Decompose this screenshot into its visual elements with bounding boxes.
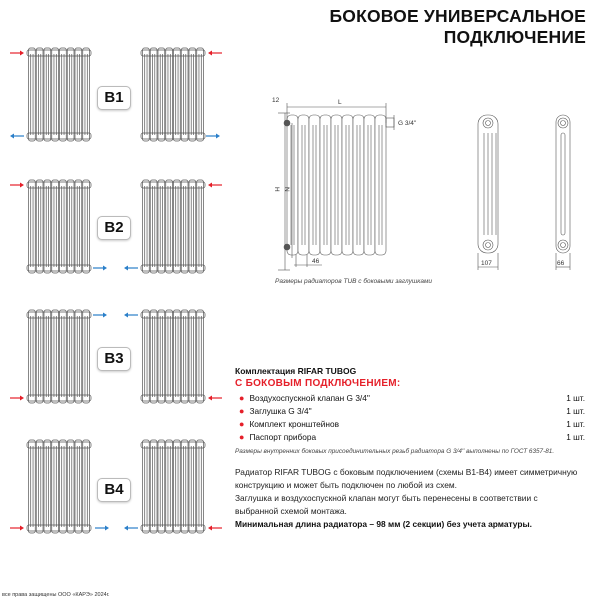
scheme-label-b1: B1	[97, 86, 131, 110]
dim-66: 66	[557, 260, 565, 267]
radiator-icon	[141, 180, 205, 273]
bullet-icon: ●	[239, 418, 245, 429]
bullet-icon: ●	[239, 406, 245, 417]
drawing-caption: Размеры радиаторов TUB с боковыми заглушками	[275, 278, 433, 285]
kit-note: Размеры внутренних боковых присоединительных резьб радиатора G 3/4'' выполнены по ГОСТ 6357-81.	[235, 448, 555, 456]
dim-12: 12	[272, 97, 280, 104]
supply-arrow-icon	[208, 51, 222, 56]
bullet-icon: ●	[239, 393, 245, 404]
radiator-icon	[27, 440, 91, 533]
dim-46: 46	[312, 258, 320, 265]
kit-list	[235, 392, 585, 443]
supply-arrow-icon	[10, 51, 24, 56]
kit-item: ● Воздухоспускной клапан G 3/4'' 1 шт.	[239, 393, 585, 404]
dimension-drawing	[250, 95, 600, 280]
radiator-icon	[27, 180, 91, 273]
dim-l: L	[338, 99, 342, 106]
kit-item: ● Заглушка G 3/4'' 1 шт.	[239, 406, 585, 417]
return-arrow-icon	[95, 526, 109, 531]
kit-item: ● Комплект кронштейнов 1 шт.	[239, 418, 585, 429]
return-arrow-icon	[124, 526, 138, 531]
radiator-icon	[27, 48, 91, 141]
scheme-label-b2: B2	[97, 216, 131, 240]
scheme-label-b3: B3	[97, 347, 131, 371]
radiator-icon	[27, 310, 91, 403]
dim-h: H	[273, 187, 280, 192]
supply-arrow-icon	[10, 183, 24, 188]
radiator-icon	[141, 310, 205, 403]
connection-schemes	[0, 0, 230, 560]
kit-heading: Комплектация RIFAR TUBOG	[235, 366, 357, 376]
kit-subheading: С БОКОВЫМ ПОДКЛЮЧЕНИЕМ:	[235, 378, 401, 389]
supply-arrow-icon	[208, 396, 222, 401]
front-view-radiator	[284, 115, 386, 255]
kit-section	[235, 366, 585, 455]
return-arrow-icon	[124, 313, 138, 318]
return-arrow-icon	[93, 313, 107, 318]
thread-size: G 3/4''	[398, 120, 417, 127]
dim-n: N	[283, 187, 290, 192]
copyright-footer: все права защищены ООО «КАРЭ» 2024г.	[2, 592, 110, 598]
return-arrow-icon	[206, 134, 220, 139]
scheme-label-b4: B4	[97, 478, 131, 502]
radiator-icon	[141, 48, 205, 141]
supply-arrow-icon	[10, 526, 24, 531]
supply-arrow-icon	[10, 396, 24, 401]
supply-arrow-icon	[208, 183, 222, 188]
return-arrow-icon	[93, 266, 107, 271]
description: Радиатор RIFAR TUBOG с боковым подключением (схемы B1-B4) имеет симметричную конструкцию и может быть подключен по любой из схем. Заглушка и воздухоспускной клапан могут быть перенесены в соответствии с выбранной схемой монтажа. Минимальная длина радиатора – 98 мм (2 секции) без учета арматуры.	[235, 467, 578, 529]
supply-arrow-icon	[208, 526, 222, 531]
bullet-icon: ●	[239, 431, 245, 442]
return-arrow-icon	[10, 134, 24, 139]
dim-107: 107	[481, 260, 492, 267]
radiator-icon	[141, 440, 205, 533]
return-arrow-icon	[124, 266, 138, 271]
page-title: БОКОВОЕ УНИВЕРСАЛЬНОЕ ПОДКЛЮЧЕНИЕ	[329, 6, 586, 47]
kit-item: ● Паспорт прибора 1 шт.	[239, 431, 585, 442]
